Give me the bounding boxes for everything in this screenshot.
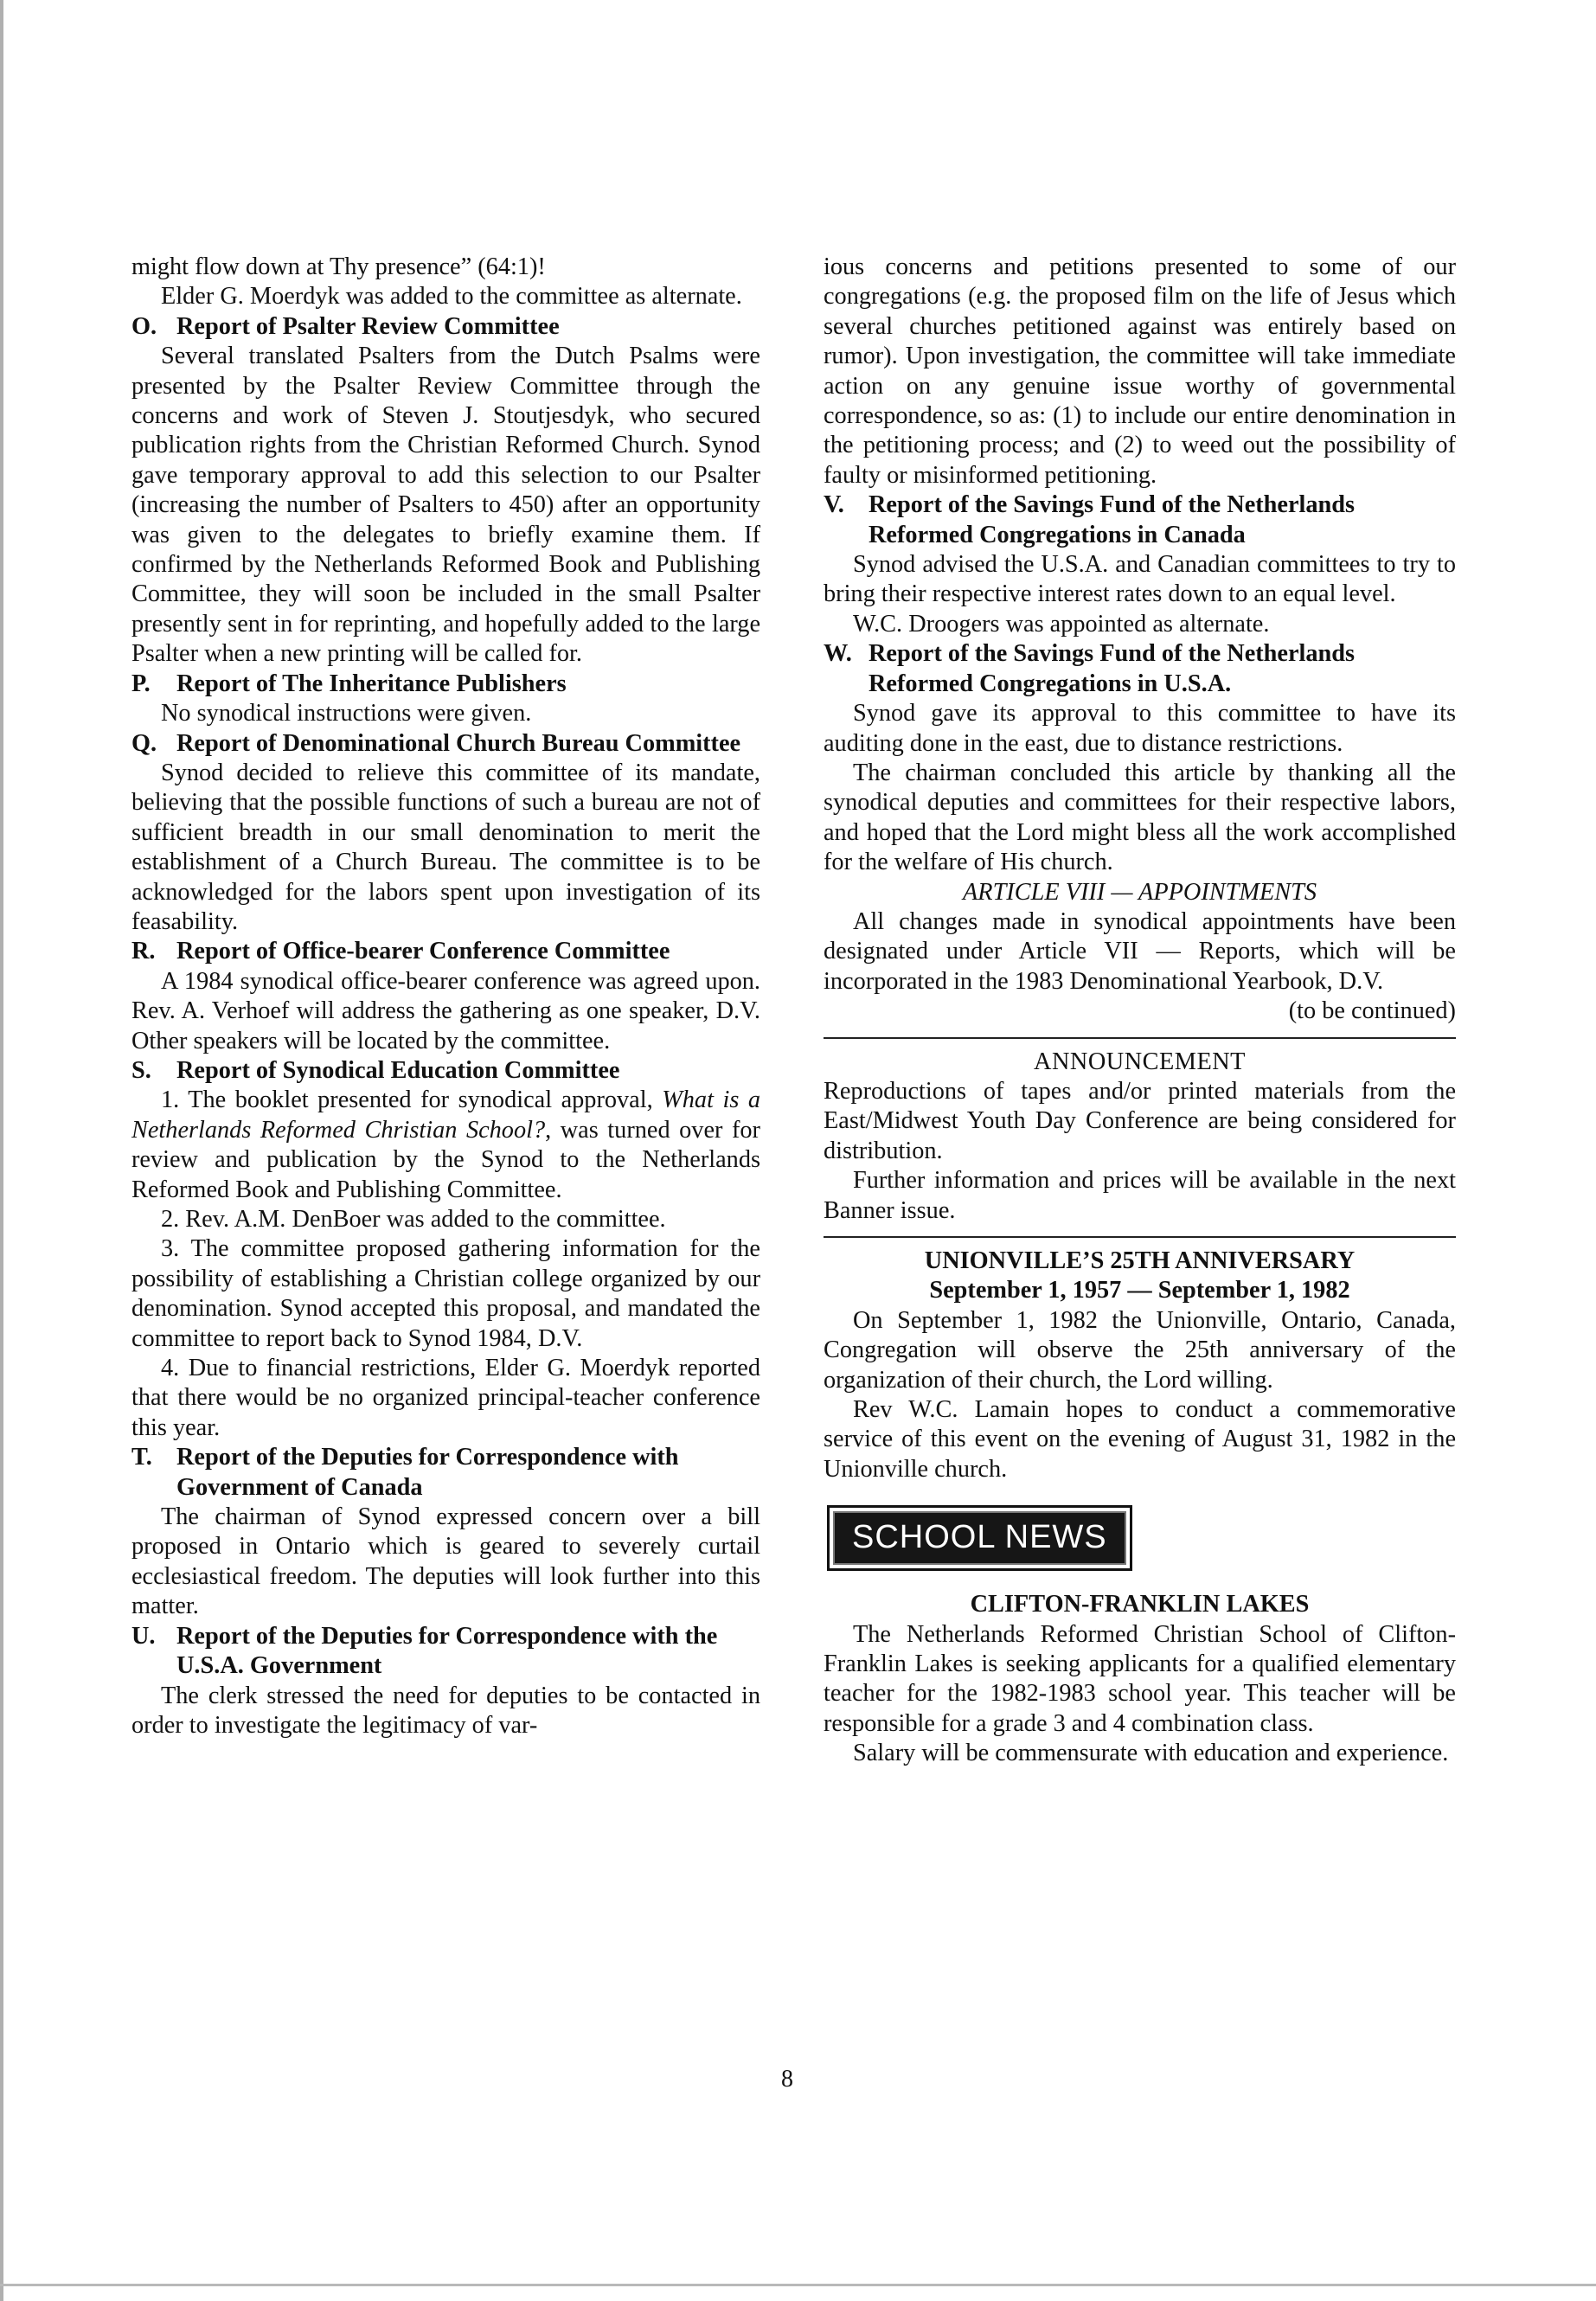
section-heading-u: U. Report of the Deputies for Correspondence with the U.S.A. Government [131, 1622, 718, 1680]
page-edge-bottom [0, 2284, 1596, 2286]
paragraph: Elder G. Moerdyk was added to the committee as alternate. [161, 283, 742, 311]
section-heading-w: W. Report of the Savings Fund of the Netherlands Reformed Congregations in U.S.A. [824, 640, 1356, 697]
section-heading-p: P. Report of The Inheritance Publishers [131, 670, 567, 697]
paragraph: 1. The booklet presented for synodical approval, What is a Netherlands Reformed Christian School?, was turned over for review and publication by the Synod to the Netherlands Reformed Book and Publishing Committee. [131, 1086, 761, 1203]
paragraph: Synod decided to relieve this committee of its mandate, believing that the possible functions of such a bureau are not of sufficient breadth in our small denomination to merit the establishment of a Church Bureau. The committee is to be acknowledged for the labors spent upon investigation of its feasability. [131, 759, 760, 935]
paragraph: Rev W.C. Lamain hopes to conduct a commemorative service of this event on the evening of August 31, 1982 in the Unionville church. [824, 1396, 1456, 1483]
section-heading-r: R. Report of Office-bearer Conference Committee [131, 938, 670, 965]
paragraph: Further information and prices will be available in the next Banner issue. [824, 1167, 1456, 1224]
school-news-label: SCHOOL NEWS [833, 1511, 1126, 1565]
paragraph: Salary will be commensurate with education and experience. [853, 1740, 1449, 1767]
paragraph: 3. The committee proposed gathering information for the possibility of establishing a Christian college organized by our denomination. Synod accepted this proposal, and mandated the committee to report back to Synod 1984, D.V. [131, 1235, 760, 1352]
section-heading-v: V. Report of the Savings Fund of the Netherlands Reformed Congregations in Canada [824, 491, 1356, 548]
paragraph: 2. Rev. A.M. DenBoer was added to the committee. [161, 1206, 666, 1233]
right-column [824, 253, 1456, 1769]
paragraph: W.C. Droogers was appointed as alternate. [853, 610, 1270, 638]
section-heading-o: O. Report of Psalter Review Committee [131, 312, 560, 340]
paragraph: Synod advised the U.S.A. and Canadian committees to try to bring their respective interest rates down to an equal level. [824, 551, 1456, 608]
announcement-title: ANNOUNCEMENT [1034, 1048, 1246, 1075]
divider [824, 1236, 1456, 1238]
page-number: 8 [781, 2066, 793, 2093]
school-news-banner [827, 1505, 1456, 1590]
paragraph: Synod gave its approval to this committee to have its auditing done in the east, due to distance restrictions. [824, 700, 1456, 757]
school-title: CLIFTON-FRANKLIN LAKES [970, 1591, 1310, 1618]
paragraph: No synodical instructions were given. [161, 700, 532, 727]
paragraph: might flow down at Thy presence” (64:1)! [131, 253, 546, 280]
anniversary-dates: September 1, 1957 — September 1, 1982 [929, 1277, 1350, 1304]
booklet-title: What is a Netherlands Reformed Christian School? [131, 1086, 761, 1144]
to-be-continued: (to be continued) [1288, 997, 1456, 1025]
paragraph: The Netherlands Reformed Christian School of Clifton-Franklin Lakes is seeking applicants for a qualified elementary teacher for the 1982-1983 school year. This teacher will be responsible for a grade 3 and 4 combination class. [824, 1620, 1456, 1737]
page-edge-left [0, 0, 3, 2301]
section-heading-q: Q. Report of Denominational Church Bureau Committee [131, 729, 741, 757]
paragraph: Several translated Psalters from the Dutch Psalms were presented by the Psalter Review Committee through the concerns and work of Steven J. Stoutjesdyk, who secured publication rights from the Christian Reformed Church. Synod gave temporary approval to add this selection to our Psalter (increasing the number of Psalters to 450) after an opportunity was given to the delegates to briefly examine them. If confirmed by the Netherlands Reformed Book and Publishing Committee, they will soon be included in the small Psalter presently sent in for reprinting, and hopefully added to the large Psalter when a new printing will be called for. [131, 343, 760, 668]
paragraph: The clerk stressed the need for deputies to be contacted in order to investigate the legitimacy of var- [131, 1682, 760, 1739]
section-heading-t: T. Report of the Deputies for Correspondence with Government of Canada [131, 1444, 679, 1501]
paragraph: Reproductions of tapes and/or printed materials from the East/Midwest Youth Day Conference are being considered for distribution. [824, 1077, 1456, 1164]
paragraph: ious concerns and petitions presented to some of our congregations (e.g. the proposed film on the life of Jesus which several churches petitioned against was entirely based on rumor). Upon investigation, the committee will take immediate action on any genuine issue worthy of governmental correspondence, so as: (1) to include our entire denomination in the petitioning process; and (2) to weed out the possibility of faulty or misinformed petitioning. [824, 253, 1456, 489]
paragraph: The chairman of Synod expressed concern over a bill proposed in Ontario which is geared to severely curtail ecclesiastical freedom. The deputies will look further into this matter. [131, 1503, 760, 1620]
anniversary-title: UNIONVILLE’S 25TH ANNIVERSARY [924, 1247, 1356, 1274]
section-heading-s: S. Report of Synodical Education Committee [131, 1056, 620, 1084]
paragraph: A 1984 synodical office-bearer conference was agreed upon. Rev. A. Verhoef will address the gathering as one speaker, D.V. Other speakers will be located by the committee. [131, 967, 760, 1054]
article-heading: ARTICLE VIII — APPOINTMENTS [963, 878, 1317, 906]
divider [824, 1037, 1456, 1039]
left-column [131, 253, 760, 1740]
paragraph: 4. Due to financial restrictions, Elder G. Moerdyk reported that there would be no organized principal-teacher conference this year. [131, 1355, 760, 1441]
paragraph: The chairman concluded this article by thanking all the synodical deputies and committees for their respective labors, and hoped that the Lord might bless all the work accomplished for the welfare of His church. [824, 759, 1456, 876]
paragraph: All changes made in synodical appointments have been designated under Article VII — Reports, which will be incorporated in the 1983 Denominational Yearbook, D.V. [824, 907, 1456, 995]
paragraph: On September 1, 1982 the Unionville, Ontario, Canada, Congregation will observe the 25th anniversary of the organization of their church, the Lord willing. [824, 1306, 1456, 1394]
